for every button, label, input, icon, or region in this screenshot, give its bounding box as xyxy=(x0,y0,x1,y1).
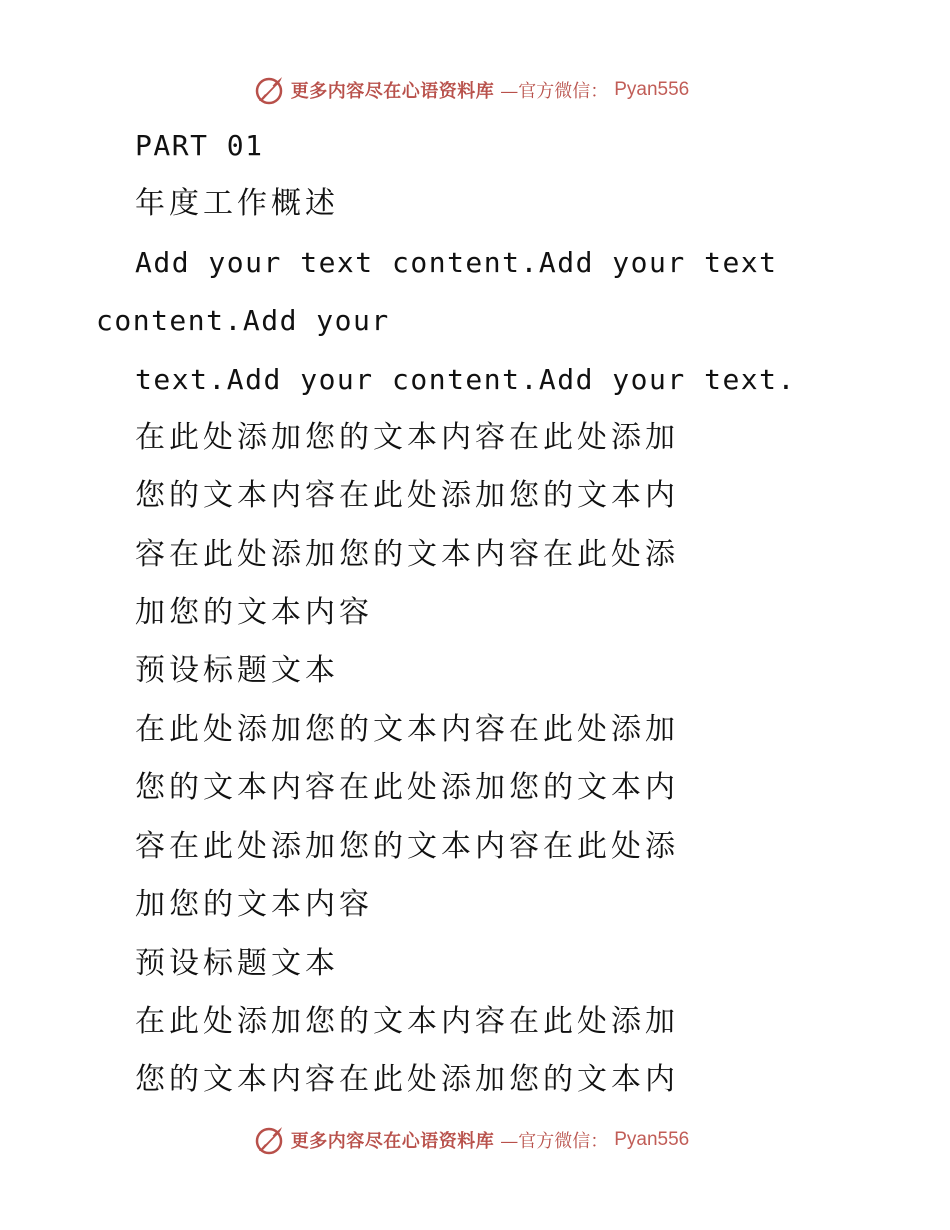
body-line-cn: 加您的文本内容 xyxy=(135,595,373,630)
part-label: PART 01 xyxy=(135,129,264,162)
banner-site-text: 更多内容尽在心语资料库 xyxy=(290,81,495,102)
body-line-cn: 在此处添加您的文本内容在此处添加 xyxy=(135,712,679,747)
subheading: 预设标题文本 xyxy=(135,653,339,688)
body-line-cn: 您的文本内容在此处添加您的文本内 xyxy=(135,478,679,513)
banner-separator-text: —官方微信： xyxy=(500,81,609,102)
body-line-cn: 您的文本内容在此处添加您的文本内 xyxy=(135,770,679,805)
quill-pen-logo-icon xyxy=(253,1124,285,1156)
body-line-cn: 在此处添加您的文本内容在此处添加 xyxy=(135,1004,679,1039)
body-line-en-2: content.Add your xyxy=(96,304,390,337)
header-banner xyxy=(0,70,950,110)
body-line-en-1: Add your text content.Add your text xyxy=(135,246,778,279)
banner-wechat-id: Pyan556 xyxy=(614,1129,690,1150)
body-line-cn: 您的文本内容在此处添加您的文本内 xyxy=(135,1062,679,1097)
body-line-cn: 容在此处添加您的文本内容在此处添 xyxy=(135,829,679,864)
header-banner-content xyxy=(253,74,690,106)
body-line-cn: 加您的文本内容 xyxy=(135,887,373,922)
section-heading: 年度工作概述 xyxy=(135,186,339,221)
body-line-cn: 容在此处添加您的文本内容在此处添 xyxy=(135,537,679,572)
body-line-cn: 在此处添加您的文本内容在此处添加 xyxy=(135,420,679,455)
body-line-en-3: text.Add your content.Add your text. xyxy=(135,363,796,396)
banner-wechat-id: Pyan556 xyxy=(614,79,690,100)
banner-separator-text: —官方微信： xyxy=(500,1131,609,1152)
footer-banner-content xyxy=(253,1124,690,1156)
banner-site-text: 更多内容尽在心语资料库 xyxy=(290,1131,495,1152)
quill-pen-logo-icon xyxy=(253,74,285,106)
subheading: 预设标题文本 xyxy=(135,946,339,981)
footer-banner xyxy=(0,1120,950,1160)
